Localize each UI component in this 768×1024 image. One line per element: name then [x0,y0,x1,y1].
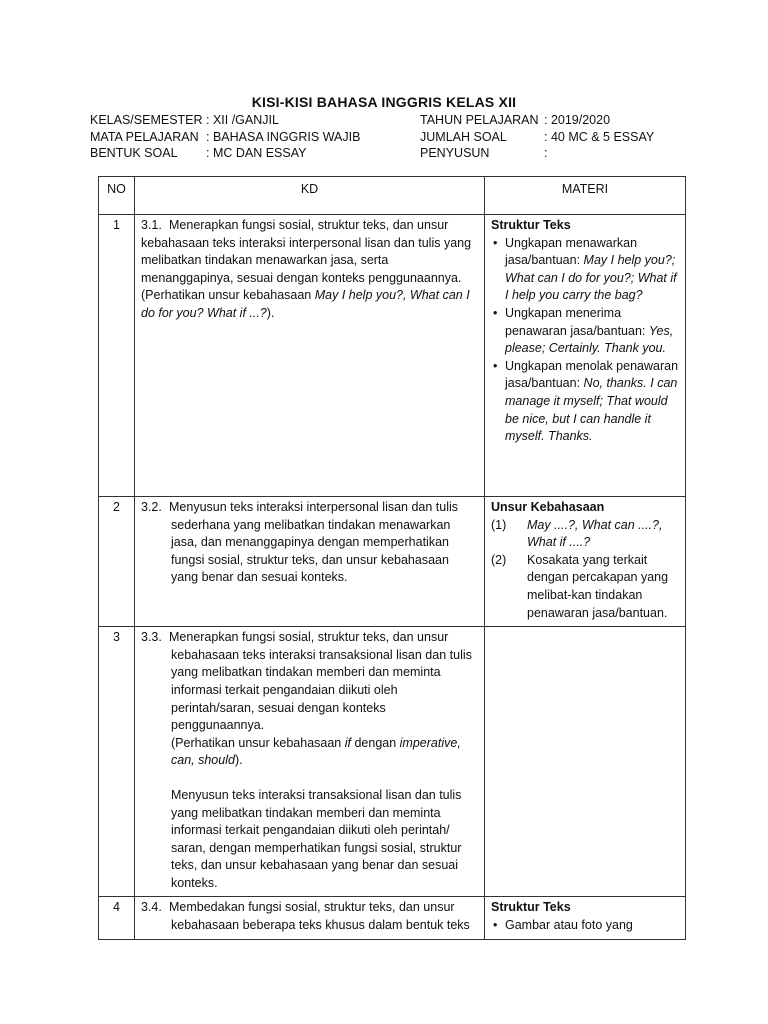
materi-list [491,235,679,446]
kd-text: kebahasaan teks interaksi interpersonal lisan dan tulis yang melibatkan tindakan menawarkan jasa, serta menanggapinya, sesuai dengan konteks penggunaannya. [141,235,472,285]
table-row [99,897,686,939]
meta-row-mapel [90,129,360,146]
table-header-row [99,177,686,215]
meta-label: JUMLAH SOAL [420,129,507,144]
meta-right [420,112,654,162]
kd-note [141,287,478,322]
header-no: NO [99,177,135,215]
meta-row-tahun [420,112,654,129]
kd-first-line [141,217,478,235]
materi-cell [485,215,686,497]
materi-italic: May I help you?; What can I do for you?; What if I help you carry the bag? [505,253,677,303]
meta-value: : 40 MC & 5 ESSAY [544,129,655,144]
kd-note-pre: (Perhatikan unsur kebahasaan [141,288,315,303]
kd-note-pre: (Perhatikan unsur kebahasaan [171,735,345,750]
list-number: (2) [491,552,507,567]
meta-label: BENTUK SOAL [90,146,178,160]
row-number: 2 [99,497,135,627]
kd-note-italic: May I help you?, What can I do for you? What if ...? [141,288,470,320]
materi-heading: Struktur Teks [491,218,571,232]
kd-text: kebahasaan beberapa teks khusus dalam bentuk teks [171,918,470,933]
kd-first-line [141,499,478,517]
document-title: KISI-KISI BAHASA INGGRIS KELAS XII [251,94,517,110]
meta-value: : [544,146,548,160]
materi-italic: May ....?, What can ....?, What if ....? [527,517,663,550]
list-item [491,552,679,622]
kd-text: sederhana yang melibatkan tindakan menawarkan jasa, dan menanggapinya dengan memperhatikan fungsi sosial, struktur teks, dan unsur kebahasaan yang benar dan sesuai konteks. [171,517,451,585]
meta-value: : MC DAN ESSAY [206,146,307,160]
table-row [99,215,686,497]
materi-cell [485,897,686,939]
materi-italic: No, thanks. I can manage it myself; That would be nice, but I can handle it myself. Thanks. [505,376,678,444]
meta-label: TAHUN PELAJARAN [420,113,539,127]
row-number: 1 [99,215,135,497]
meta-label: PENYUSUN [420,146,490,160]
kd-first-line [141,899,478,917]
kd-first-line [141,629,478,647]
kd-body [141,647,478,893]
meta-left [90,112,360,162]
meta-value: : BAHASA INGGRIS WAJIB [206,129,361,144]
list-item [491,305,679,358]
kd-number: 3.1. [141,218,162,232]
kd-note-italic: imperative, can, should [171,735,461,768]
kd-number: 3.2. [141,500,162,514]
list-item [491,358,679,446]
kisi-table [98,176,686,940]
kd-note [171,735,478,770]
kd-line1: Membedakan fungsi sosial, struktur teks, dan unsur [169,900,455,915]
kd-line1: Menerapkan fungsi sosial, struktur teks, dan unsur [169,218,449,232]
header-materi: MATERI [485,177,686,215]
kd-number: 3.3. [141,630,162,645]
list-number: (1) [491,517,507,532]
kd-note-post: ). [234,753,243,768]
kd-line1: Menerapkan fungsi sosial, struktur teks, dan unsur [169,630,449,645]
materi-text: Ungkapan menolak penawaran jasa/bantuan: [505,358,679,391]
header-kd: KD [135,177,485,215]
row-number: 3 [99,627,135,897]
kd-note-post: ). [266,305,275,320]
meta-row-bentuk [90,145,360,162]
table-row [99,497,686,627]
kd-cell [135,215,485,497]
materi-heading: Struktur Teks [491,900,571,915]
list-item [491,235,679,305]
meta-label: MATA PELAJARAN [90,129,199,144]
materi-text: Ungkapan menerima penawaran jasa/bantuan: [505,305,649,338]
materi-text: Kosakata yang terkait dengan percakapan yang melibat-kan tindakan penawaran jasa/bantuan. [527,552,669,620]
meta-row-jumlah [420,129,654,146]
materi-cell [485,627,686,897]
kd-cell [135,497,485,627]
kd-cell [135,897,485,939]
meta-value: : 2019/2020 [544,113,611,127]
row-number: 4 [99,897,135,939]
kd-line1: Menyusun teks interaksi interpersonal lisan dan tulis [169,500,459,514]
meta-row-penyusun [420,145,654,162]
meta-row-kelas [90,112,360,129]
materi-list [491,917,679,935]
kd-note-italic: if [344,735,351,750]
materi-text: Gambar atau foto yang [505,918,633,933]
materi-italic: Yes, please; Certainly. Thank you. [505,323,674,356]
table-row [99,627,686,897]
kd-note-mid: dengan [350,735,400,750]
kd-cell [135,627,485,897]
materi-heading: Unsur Kebahasaan [491,500,605,514]
materi-text: Ungkapan menawarkan jasa/bantuan: [505,235,638,268]
kd-paragraph-2: Menyusun teks interaksi transaksional lisan dan tulis yang melibatkan tindakan memberi dan meminta informasi terkait pengandaian diikuti oleh perintah/ saran, dengan memperhatikan fungsi sosial, struktur teks, dan unsur kebahasaan yang benar dan sesuai konteks. [171,787,462,890]
materi-cell [485,497,686,627]
list-item [491,917,679,935]
list-item [491,517,679,552]
kd-number: 3.4. [141,900,162,915]
meta-value: : XII /GANJIL [206,113,279,127]
meta-label: KELAS/SEMESTER [90,113,203,127]
kd-text: kebahasaan teks interaksi transaksional lisan dan tulis yang melibatkan tindakan memberi dan meminta informasi terkait pengandaian diikuti oleh perintah/saran, sesuai dengan konteks penggunaannya. [171,647,472,733]
